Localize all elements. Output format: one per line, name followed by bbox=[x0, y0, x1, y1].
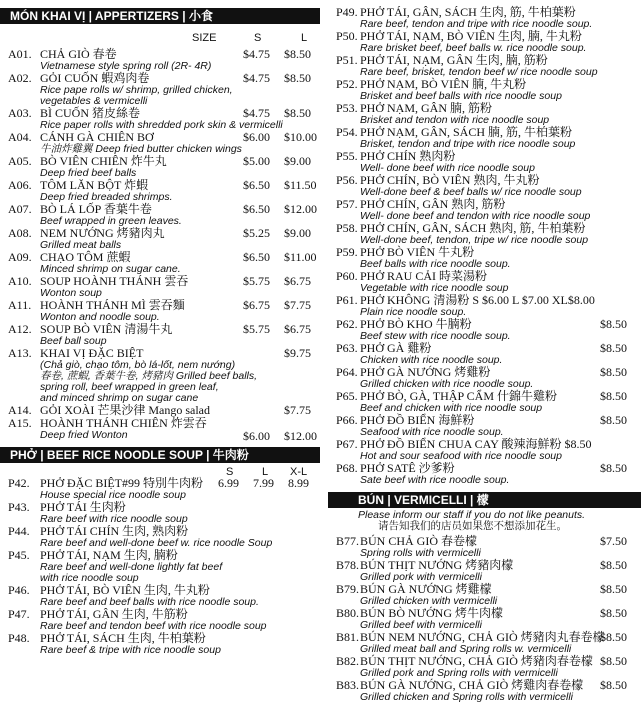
peanut-note: Please inform our staff if you do not like peanuts. bbox=[358, 509, 586, 521]
item-description: Chicken with rice noodle soup. bbox=[360, 354, 503, 366]
item-price: $8.50 bbox=[600, 389, 627, 403]
item-code: B77. bbox=[336, 534, 360, 548]
item-price: $4.75 bbox=[243, 106, 270, 120]
menu-item bbox=[0, 275, 320, 288]
item-code: B78. bbox=[336, 558, 360, 572]
item-description: Grilled beef with vermicelli bbox=[360, 619, 482, 631]
item-description: Seafood with rice noodle soup. bbox=[360, 426, 504, 438]
item-price: $5.00 bbox=[243, 154, 270, 168]
item-price: $9.00 bbox=[284, 154, 311, 168]
item-description: Rice paper rolls with shredded pork skin & vermicelli bbox=[40, 119, 283, 131]
item-price: $8.50 bbox=[600, 317, 627, 331]
item-name: SOUP HOÀNH THÁNH 雲吞 bbox=[40, 274, 189, 288]
item-description: Grilled meat balls bbox=[40, 239, 122, 251]
item-price: 8.99 bbox=[288, 476, 309, 490]
menu-item bbox=[328, 583, 641, 596]
item-price: $4.75 bbox=[243, 71, 270, 85]
item-code: P56. bbox=[336, 173, 358, 187]
item-description: Rare beef and well-done lightly fat beef bbox=[40, 561, 223, 573]
item-name: PHỞ NẠM, BÒ VIÊN 腩, 牛丸粉 bbox=[360, 77, 527, 91]
item-description: Rare beef, brisket, tendon beef w/ rice noodle soup bbox=[360, 66, 598, 78]
item-price: $8.50 bbox=[600, 558, 627, 572]
item-description: Well-done beef & beef balls w/ rice noodle soup bbox=[360, 186, 582, 198]
item-name: PHỞ GÀ NƯỚNG 烤雞粉 bbox=[360, 365, 491, 379]
item-code: B81. bbox=[336, 630, 360, 644]
item-name: PHỞ ĐỒ BIỂN CHUA CAY 酸辣海鮮粉 $8.50 bbox=[360, 437, 592, 451]
item-price: $5.75 bbox=[243, 322, 270, 336]
item-name: BÚN GÀ NƯỚNG, CHẢ GIÒ 烤雞肉春卷檬 bbox=[360, 678, 584, 692]
appetizer-list bbox=[0, 48, 320, 441]
menu-item bbox=[0, 608, 320, 621]
menu-item bbox=[328, 6, 641, 19]
item-description: Grilled chicken with rice noodle soup. bbox=[360, 378, 534, 390]
item-description: Well-done beef, tendon, tripe w/ rice noodle soup bbox=[360, 234, 589, 246]
menu-item bbox=[328, 655, 641, 668]
item-description: House special rice noodle soup bbox=[40, 489, 186, 501]
item-price: $12.00 bbox=[284, 202, 317, 216]
item-code: P58. bbox=[336, 221, 358, 235]
item-price: $6.75 bbox=[284, 322, 311, 336]
item-description: Vietnamese style spring roll (2R- 4R) bbox=[40, 60, 212, 72]
item-price: $8.50 bbox=[284, 106, 311, 120]
item-code: P54. bbox=[336, 125, 358, 139]
menu-item bbox=[328, 462, 641, 475]
item-price: $5.25 bbox=[243, 226, 270, 240]
menu-item bbox=[328, 631, 641, 644]
item-description: Rice pape rolls w/ shrimp, grilled chicken, bbox=[40, 84, 233, 96]
item-name: PHỞ ĐỒ BIỂN 海鮮粉 bbox=[360, 413, 475, 427]
item-name: BÚN BÒ NƯỚNG 烤牛肉檬 bbox=[360, 606, 503, 620]
item-description: Grilled pork with vermicelli bbox=[360, 571, 482, 583]
item-price: $8.50 bbox=[600, 654, 627, 668]
item-price: $6.75 bbox=[284, 274, 311, 288]
item-name: PHỞ SATÊ 沙爹粉 bbox=[360, 461, 455, 475]
menu-item bbox=[0, 347, 320, 360]
item-description: Hot and sour seafood with rice noodle soup bbox=[360, 450, 562, 462]
menu-item bbox=[0, 227, 320, 240]
menu-item bbox=[0, 179, 320, 192]
right-column bbox=[328, 0, 641, 703]
menu-item bbox=[328, 679, 641, 692]
item-code: P51. bbox=[336, 53, 358, 67]
item-description: Rare beef with rice noodle soup bbox=[40, 513, 188, 525]
item-name: PHỞ TÁI, NẠM 生肉, 腩粉 bbox=[40, 548, 178, 562]
item-code: A08. bbox=[8, 226, 32, 240]
item-code: P60. bbox=[336, 269, 358, 283]
item-description: Brisket and beef balls with rice noodle soup bbox=[360, 90, 562, 102]
item-name: KHAI VỊ ĐẶC BIỆT bbox=[40, 346, 144, 360]
item-name: TÔM LĂN BỘT 炸蝦 bbox=[40, 178, 149, 192]
item-description: Beef wrapped in green leaves. bbox=[40, 215, 182, 227]
item-code: A02. bbox=[8, 71, 32, 85]
menu-item bbox=[328, 174, 641, 187]
item-price: $6.50 bbox=[243, 250, 270, 264]
vermicelli-list bbox=[328, 535, 641, 703]
item-price: $9.00 bbox=[284, 226, 311, 240]
item-description: Grilled chicken and Spring rolls with vermicelli bbox=[360, 691, 573, 703]
item-price: $8.50 bbox=[600, 341, 627, 355]
left-column bbox=[0, 0, 320, 656]
menu-item bbox=[328, 414, 641, 427]
menu-item bbox=[0, 251, 320, 264]
item-name: PHỞ TÁI, GÂN 生肉, 牛筋粉 bbox=[40, 607, 188, 621]
item-code: P52. bbox=[336, 77, 358, 91]
item-code: P46. bbox=[8, 583, 30, 597]
item-name: PHỞ NẠM, GÂN 腩, 筋粉 bbox=[360, 101, 493, 115]
menu-item bbox=[328, 607, 641, 620]
item-price: $8.50 bbox=[600, 413, 627, 427]
item-name: BÌ CUỐN 猪皮絲卷 bbox=[40, 106, 141, 120]
menu-item bbox=[0, 323, 320, 336]
item-code: P42. bbox=[8, 476, 30, 490]
item-description: with rice noodle soup bbox=[40, 572, 139, 584]
menu-item bbox=[0, 48, 320, 61]
item-price: $5.75 bbox=[243, 274, 270, 288]
item-code: P45. bbox=[8, 548, 30, 562]
menu-item bbox=[328, 222, 641, 235]
item-name: BÚN GÀ NƯỚNG 烤雞檬 bbox=[360, 582, 492, 596]
item-code: P59. bbox=[336, 245, 358, 259]
menu-item bbox=[328, 318, 641, 331]
item-description: Rare beef and beef balls with rice noodle soup. bbox=[40, 596, 259, 608]
menu-item bbox=[328, 535, 641, 548]
item-code: A04. bbox=[8, 130, 32, 144]
item-price: $6.50 bbox=[243, 202, 270, 216]
item-name: BÚN CHẢ GIÒ 春卷檬 bbox=[360, 534, 478, 548]
size-label: SIZE bbox=[192, 32, 217, 44]
item-price: $8.50 bbox=[600, 365, 627, 379]
item-code: A14. bbox=[8, 403, 32, 417]
item-description: Sate beef with rice noodle soup. bbox=[360, 474, 510, 486]
item-description: Grilled meat ball and Spring rolls w. vermicelli bbox=[360, 643, 572, 655]
menu-item bbox=[328, 30, 641, 43]
item-description: Rare beef and tendon beef with rice noodle soup bbox=[40, 620, 267, 632]
item-name: PHỞ TÁI, BÒ VIÊN 生肉, 牛丸粉 bbox=[40, 583, 210, 597]
menu-item bbox=[328, 150, 641, 163]
item-description: Rare beef, tendon and tripe with rice noodle soup. bbox=[360, 18, 593, 30]
item-description: spring roll, beef wrapped in green leaf, bbox=[40, 381, 219, 393]
item-code: A01. bbox=[8, 47, 32, 61]
item-price: $8.50 bbox=[600, 606, 627, 620]
item-code: B83. bbox=[336, 678, 360, 692]
item-code: A12. bbox=[8, 322, 32, 336]
item-code: P64. bbox=[336, 365, 358, 379]
item-code: P63. bbox=[336, 341, 358, 355]
size-s-label: S bbox=[254, 32, 262, 44]
item-price: $8.50 bbox=[600, 630, 627, 644]
item-name: CHẢ GIÒ 春卷 bbox=[40, 47, 117, 61]
menu-item bbox=[328, 342, 641, 355]
menu-item bbox=[328, 126, 641, 139]
item-name: PHỞ CHÍN 熟肉粉 bbox=[360, 149, 456, 163]
menu-item bbox=[0, 632, 320, 645]
item-code: B79. bbox=[336, 582, 360, 596]
item-name: PHỞ BÒ VIÊN 牛丸粉 bbox=[360, 245, 475, 259]
item-name: PHỞ BÒ, GÀ, THẬP CẨM 什錦牛雞粉 bbox=[360, 389, 558, 403]
item-code: A06. bbox=[8, 178, 32, 192]
menu-item bbox=[0, 72, 320, 85]
item-name: BÚN THỊT NƯỚNG 烤豬肉檬 bbox=[360, 558, 514, 572]
menu-item bbox=[0, 131, 320, 144]
menu-item bbox=[328, 270, 641, 283]
item-price: $6.50 bbox=[243, 178, 270, 192]
item-description: Well- done beef with rice noodle soup bbox=[360, 162, 535, 174]
item-price: $8.50 bbox=[600, 678, 627, 692]
pho-size-l-label: L bbox=[262, 466, 269, 478]
menu-item bbox=[328, 438, 641, 451]
item-price: $8.50 bbox=[600, 461, 627, 475]
item-price: $12.00 bbox=[284, 429, 317, 443]
item-description: Wonton soup bbox=[40, 287, 102, 299]
item-price: $4.75 bbox=[243, 47, 270, 61]
item-code: P65. bbox=[336, 389, 358, 403]
item-name: HOÀNH THÁNH MÌ 雲吞麵 bbox=[40, 298, 185, 312]
item-description: (Chả giò, chạo tôm, bò lá-lốt, nem nướng) bbox=[40, 359, 236, 371]
item-price: $7.75 bbox=[284, 403, 311, 417]
item-code: P49. bbox=[336, 5, 358, 19]
pho-size-xl-label: X-L bbox=[290, 466, 308, 478]
item-description: Wonton and noodle soup. bbox=[40, 311, 160, 323]
item-description: Beef stew with rice noodle soup. bbox=[360, 330, 511, 342]
item-name: PHỞ GÀ 雞粉 bbox=[360, 341, 432, 355]
item-code: A10. bbox=[8, 274, 32, 288]
item-code: A11. bbox=[8, 298, 32, 312]
item-description: Brisket and tendon with rice noodle soup bbox=[360, 114, 550, 126]
item-price: $8.50 bbox=[284, 47, 311, 61]
item-price: $10.00 bbox=[284, 130, 317, 144]
item-description: Rare brisket beef, beef balls w. rice noodle soup. bbox=[360, 42, 587, 54]
menu-item bbox=[0, 549, 320, 562]
item-description: Grilled pork and Spring rolls with vermicelli bbox=[360, 667, 558, 679]
size-l-label: L bbox=[301, 32, 308, 44]
item-name: GỎI CUỐN 蝦鸡肉卷 bbox=[40, 71, 150, 85]
item-description: Minced shrimp on sugar cane. bbox=[40, 263, 181, 275]
menu-item bbox=[0, 417, 320, 430]
pho-header-bar: PHỞ | BEEF RICE NOODLE SOUP | 牛肉粉 bbox=[0, 447, 320, 463]
item-description: Beef balls with rice noodle soup. bbox=[360, 258, 511, 270]
item-name: NEM NƯỚNG 烤豬肉丸 bbox=[40, 226, 165, 240]
item-description: Brisket, tendon and tripe with rice noodle soup bbox=[360, 138, 576, 150]
item-price: 6.99 bbox=[218, 476, 239, 490]
item-description: 春卷, 蔗蝦, 香葉牛卷, 烤豬肉 Grilled beef balls, bbox=[40, 370, 258, 382]
item-description: Well- done beef and tendon with rice noodle soup bbox=[360, 210, 591, 222]
item-code: P43. bbox=[8, 500, 30, 514]
item-name: PHỞ CHÍN, GÂN 熟肉, 筋粉 bbox=[360, 197, 506, 211]
item-price: $9.75 bbox=[284, 346, 311, 360]
item-name: PHỞ CHÍN, BÒ VIÊN 熟肉, 牛丸粉 bbox=[360, 173, 540, 187]
item-code: P47. bbox=[8, 607, 30, 621]
menu-item bbox=[0, 299, 320, 312]
item-name: PHỞ TÁI CHÍN 生肉, 熟肉粉 bbox=[40, 524, 189, 538]
menu-item bbox=[328, 198, 641, 211]
appetizers-header-bar: MÓN KHAI VỊ | APPERTIZERS | 小食 bbox=[0, 8, 320, 24]
item-name: PHỞ TÁI, NẠM, BÒ VIÊN 生肉, 腩, 牛丸粉 bbox=[360, 29, 582, 43]
item-code: P50. bbox=[336, 29, 358, 43]
item-code: A07. bbox=[8, 202, 32, 216]
item-name: BÚN THỊT NƯỚNG, CHẢ GIÒ 烤豬肉春卷檬 bbox=[360, 654, 593, 668]
item-code: A09. bbox=[8, 250, 32, 264]
item-code: P68. bbox=[336, 461, 358, 475]
menu-item bbox=[328, 102, 641, 115]
menu-item bbox=[0, 155, 320, 168]
item-name: PHỞ TÁI, SÁCH 生肉, 牛柏葉粉 bbox=[40, 631, 206, 645]
item-name: PHỞ CHÍN, GÂN, SÁCH 熟肉, 筋, 牛柏葉粉 bbox=[360, 221, 586, 235]
pho-continued-list bbox=[328, 6, 641, 486]
menu-item bbox=[0, 107, 320, 120]
item-name: BÒ LÁ LỐP 香葉牛卷 bbox=[40, 202, 152, 216]
item-price: $7.75 bbox=[284, 298, 311, 312]
item-description: Deep fried beef balls bbox=[40, 167, 137, 179]
item-description: Beef and chicken with rice noodle soup bbox=[360, 402, 543, 414]
item-code: B80. bbox=[336, 606, 360, 620]
menu-item bbox=[328, 559, 641, 572]
item-code: P44. bbox=[8, 524, 30, 538]
item-name: SOUP BÒ VIÊN 清湯牛丸 bbox=[40, 322, 173, 336]
item-description: Grilled chicken with vermicelli bbox=[360, 595, 498, 607]
item-price: $11.00 bbox=[284, 250, 317, 264]
menu-item bbox=[328, 294, 641, 307]
item-price: $6.75 bbox=[243, 298, 270, 312]
item-name: PHỞ TÁI 生肉粉 bbox=[40, 500, 126, 514]
item-name: HOÀNH THÁNH CHIÊN 炸雲吞 bbox=[40, 416, 207, 430]
item-description: Beef ball soup bbox=[40, 335, 107, 347]
item-name: GỎI XOÀI 芒果沙律 Mango salad bbox=[40, 403, 210, 417]
item-name: PHỞ ĐẶC BIỆT#99 特別牛肉粉 bbox=[40, 476, 204, 490]
pho-list bbox=[0, 477, 320, 656]
menu-item bbox=[328, 246, 641, 259]
menu-item bbox=[328, 78, 641, 91]
menu-item bbox=[0, 525, 320, 538]
item-code: P61. bbox=[336, 293, 358, 307]
item-price: $7.50 bbox=[600, 534, 627, 548]
menu-item bbox=[0, 477, 320, 490]
item-price: 7.99 bbox=[253, 476, 274, 490]
item-code: P62. bbox=[336, 317, 358, 331]
item-price: $8.50 bbox=[284, 71, 311, 85]
item-name: CHẠO TÔM 蔗蝦 bbox=[40, 250, 131, 264]
item-code: P67. bbox=[336, 437, 358, 451]
vermicelli-header-bar: BÚN | VERMICELLI | 檬 bbox=[328, 492, 641, 508]
item-description: Rare beef & tripe with rice noodle soup bbox=[40, 644, 221, 656]
item-code: P57. bbox=[336, 197, 358, 211]
item-code: P53. bbox=[336, 101, 358, 115]
item-code: P66. bbox=[336, 413, 358, 427]
item-name: BÚN NEM NƯỚNG, CHẢ GIÒ 烤豬肉丸春卷檬 bbox=[360, 630, 605, 644]
item-description: Rare beef and well-done beef w. rice noodle Soup bbox=[40, 537, 273, 549]
pho-size-header bbox=[0, 463, 320, 477]
item-description: 牛油炸雞翼 Deep fried butter chicken wings bbox=[40, 143, 242, 155]
item-description: and minced shrimp on sugar cane bbox=[40, 392, 199, 404]
menu-item bbox=[328, 54, 641, 67]
item-name: CÁNH GÀ CHIÊN BƠ bbox=[40, 130, 154, 144]
item-description: Vegetable with rice noodle soup bbox=[360, 282, 509, 294]
item-name: PHỞ BÒ KHO 牛腩粉 bbox=[360, 317, 472, 331]
item-description: Spring rolls with vermicelli bbox=[360, 547, 481, 559]
menu-item bbox=[328, 366, 641, 379]
item-name: PHỞ TÁI, GÂN, SÁCH 生肉, 筋, 牛柏葉粉 bbox=[360, 5, 576, 19]
item-code: A05. bbox=[8, 154, 32, 168]
item-price: $6.00 bbox=[243, 429, 270, 443]
item-name: PHỞ KHÔNG 清湯粉 S $6.00 L $7.00 XL$8.00 bbox=[360, 293, 595, 307]
item-price: $11.50 bbox=[284, 178, 317, 192]
item-name: BÒ VIÊN CHIÊN 炸牛丸 bbox=[40, 154, 167, 168]
item-name: PHỞ NẠM, GÂN, SÁCH 腩, 筋, 牛柏葉粉 bbox=[360, 125, 573, 139]
item-price: $8.50 bbox=[600, 582, 627, 596]
item-description: Deep fried breaded shrimps. bbox=[40, 191, 173, 203]
item-price: $6.00 bbox=[243, 130, 270, 144]
menu-item bbox=[0, 501, 320, 514]
menu-item bbox=[0, 584, 320, 597]
pho-size-s-label: S bbox=[226, 466, 234, 478]
item-code: A13. bbox=[8, 346, 32, 360]
appetizer-size-header bbox=[0, 24, 320, 48]
item-code: P48. bbox=[8, 631, 30, 645]
item-description: Deep fried Wonton bbox=[40, 429, 128, 441]
menu-item bbox=[328, 390, 641, 403]
item-name: PHỞ TÁI, NẠM, GÂN 生肉, 腩, 筋粉 bbox=[360, 53, 548, 67]
item-description: vegetables & vermicelli bbox=[40, 95, 148, 107]
item-code: A03. bbox=[8, 106, 32, 120]
item-code: A15. bbox=[8, 416, 32, 430]
item-description: Plain rice noodle soup. bbox=[360, 306, 467, 318]
item-name: PHỞ RAU CẢI 時菜湯粉 bbox=[360, 269, 488, 283]
item-code: P55. bbox=[336, 149, 358, 163]
menu-item bbox=[0, 203, 320, 216]
item-code: B82. bbox=[336, 654, 360, 668]
peanut-note-chinese: 请告知我们的店员如果您不想添加花生。 bbox=[378, 521, 567, 532]
